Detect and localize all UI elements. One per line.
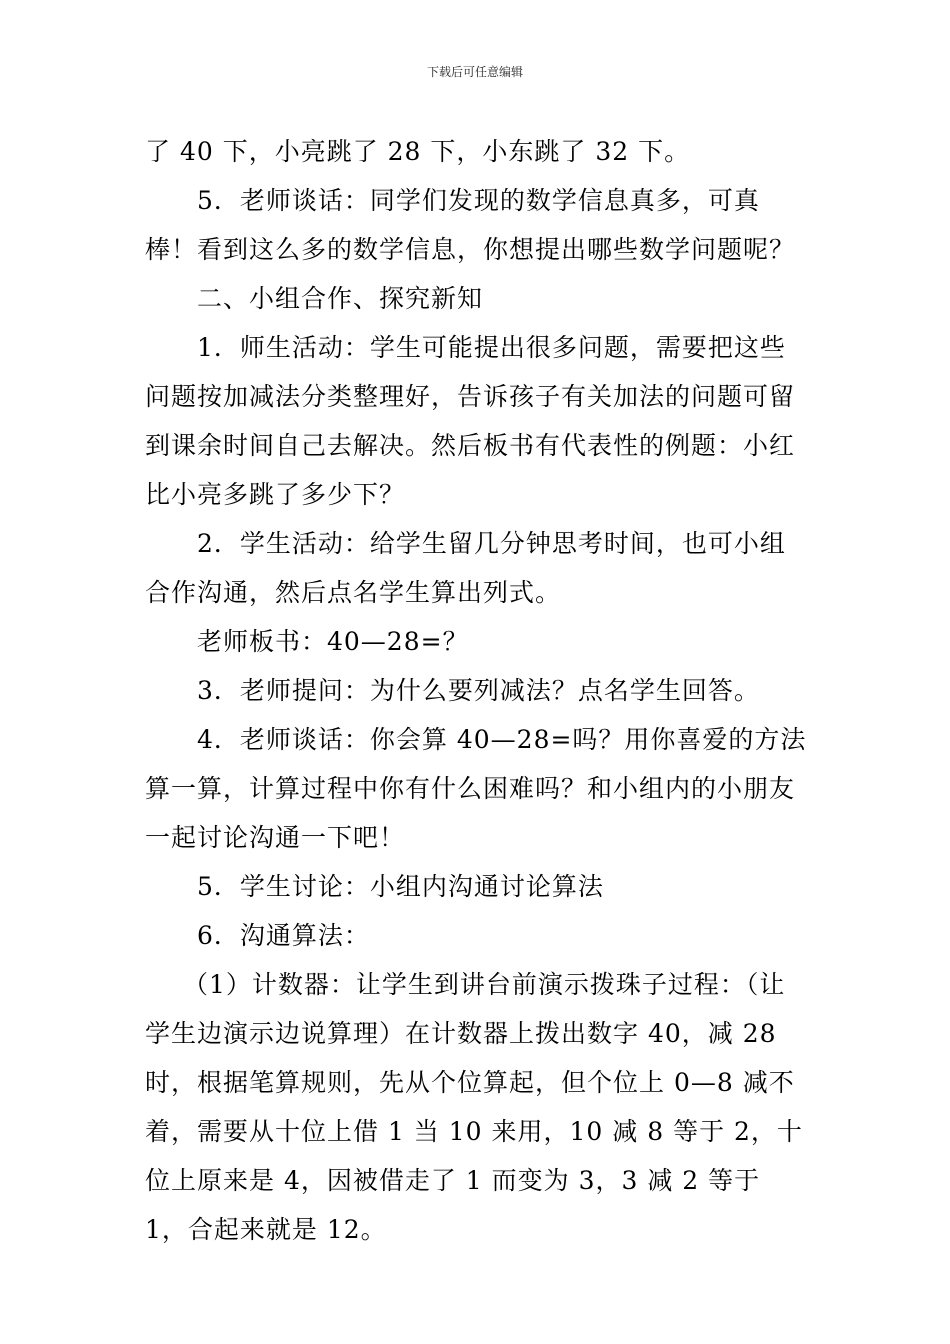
paragraph-teacher-talk: 5．老师谈话：同学们发现的数学信息真多，可真棒！看到这么多的数学信息，你想提出哪些数学问题呢？ [145,186,796,264]
paragraph-activity-1: 1．师生活动：学生可能提出很多问题，需要把这些问题按加减法分类整理好，告诉孩子有关加法的问题可留到课余时间自己去解决。然后板书有代表性的例题：小红比小亮多跳了多少下？ [145,333,796,509]
paragraph-activity-2: 2．学生活动：给学生留几分钟思考时间，也可小组合作沟通，然后点名学生算出列式。 [145,529,786,607]
section-heading: 二、小组合作、探究新知 [197,284,484,313]
paragraph-board-writing: 老师板书：40—28=？ [197,627,469,656]
paragraph-teacher-talk-4: 4．老师谈话：你会算 40—28=吗？用你喜爱的方法算一算，计算过程中你有什么困难吗？和小组内的小朋友一起讨论沟通一下吧！ [145,725,807,852]
paragraph-abacus: （1）计数器：让学生到讲台前演示拨珠子过程：（让学生边演示边说算理）在计数器上拨出数字 40，减 28 时，根据笔算规则，先从个位算起，但个位上 0—8 减不着，需要从十位上借 1 当 10 来用，10 减 8 等于 2，十位上原来是 4，因被借走了 1 而变为 3，3 减 2 等于 1，合起来就是 12。 [145,970,803,1244]
paragraph-continuation: 了 40 下，小亮跳了 28 下，小东跳了 32 下。 [145,137,691,166]
paragraph-question-3: 3．老师提问：为什么要列减法？点名学生回答。 [197,676,760,705]
page-header: 下载后可任意编辑 [426,65,523,79]
paragraph-discussion-5: 5．学生讨论：小组内沟通讨论算法 [197,872,604,901]
document-body [145,127,807,1254]
paragraph-method-6: 6．沟通算法： [197,921,370,950]
